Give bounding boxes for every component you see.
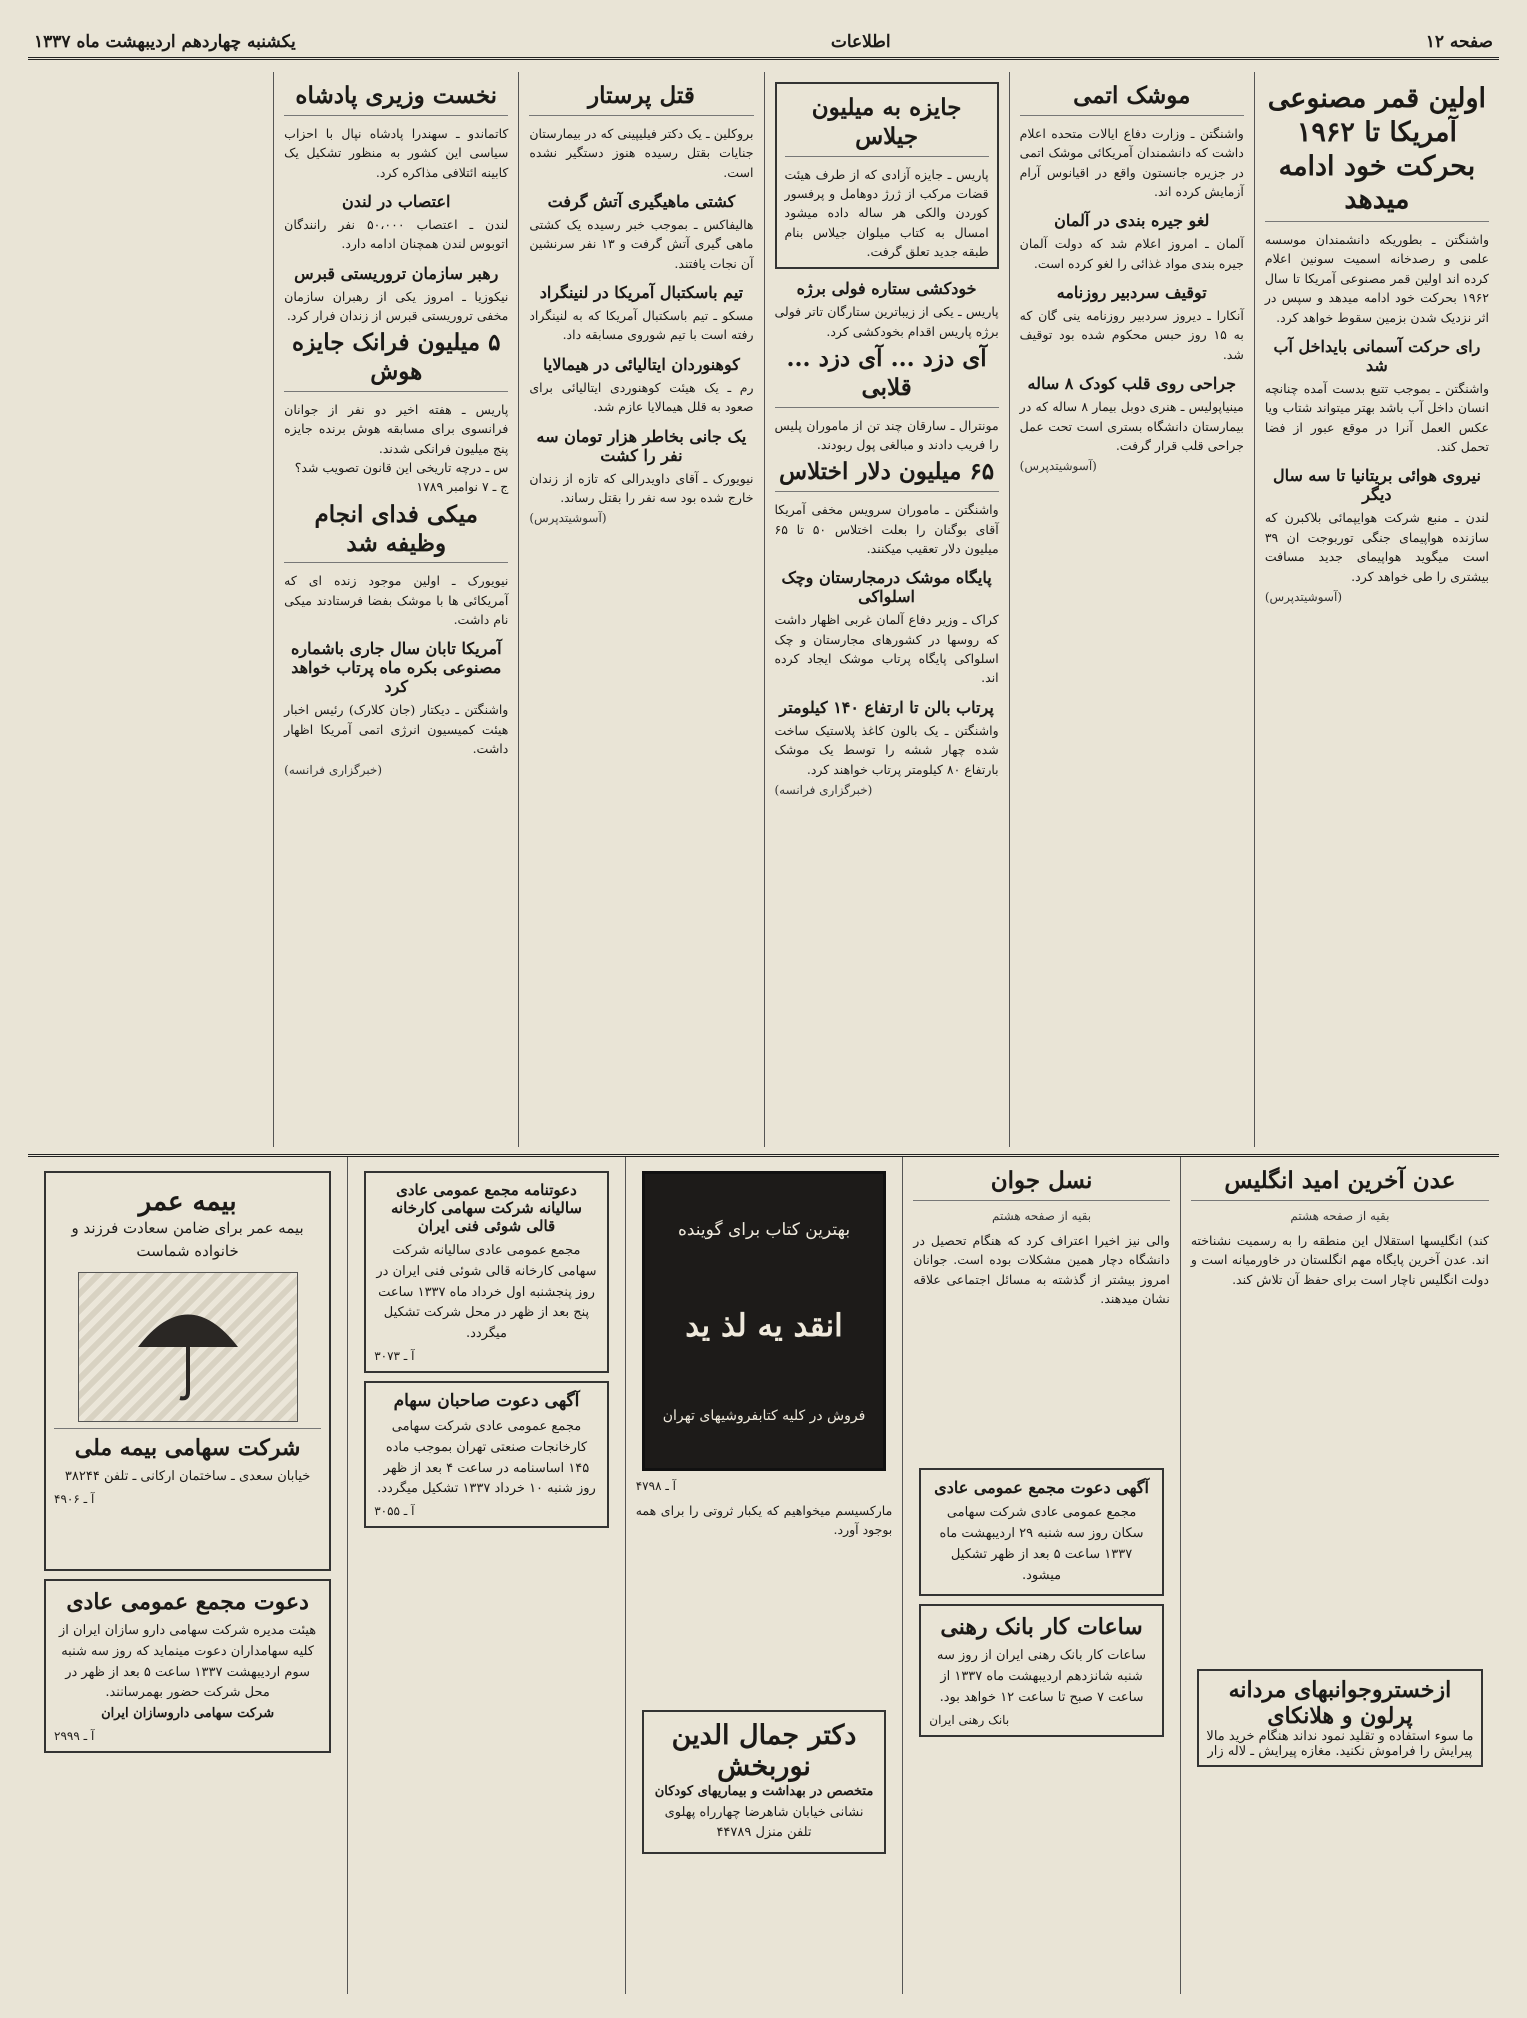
notice-title: دعوت مجمع عمومی عادی bbox=[66, 1589, 309, 1615]
article-body: مارکسیسم میخواهیم که یکبار ثروتی را برای همه بوجود آورد. bbox=[635, 1503, 893, 1538]
continued-note: بقیه از صفحه هشتم bbox=[1290, 1208, 1390, 1223]
article-body: آلمان ـ امروز اعلام شد که دولت آلمان جیره بندی مواد غذائی را لغو کرده است. bbox=[1019, 236, 1244, 271]
headline-thief: آی دزد ... آی دزد ... قلابی bbox=[775, 345, 999, 408]
article-body: پاریس ـ یکی از زیباترین ستارگان تاتر فولی برژه پاریس اقدام بخودکشی کرد. bbox=[774, 304, 999, 339]
company-name: شرکت سهامی بیمه ملی bbox=[74, 1435, 301, 1461]
book-ad bbox=[642, 1171, 887, 1471]
notice-body: ساعات کار بانک رهنی ایران از روز سه شنبه شانزدهم اردیبهشت ماه ۱۳۳۷ از ساعت ۷ صبح تا ساعت ۱۲ خواهد بود. bbox=[937, 1648, 1147, 1706]
news-agency: (خبرگزاری فرانسه) bbox=[284, 762, 383, 777]
subheadline: خودکشی ستاره فولی برژه bbox=[796, 279, 977, 299]
notice-title: آگهی دعوت صاحبان سهام bbox=[393, 1390, 580, 1411]
subheadline: کوهنوردان ایتالیائی در هیمالایا bbox=[543, 354, 740, 374]
notice-body: مجمع عمومی عادی سالیانه شرکت سهامی کارخانه قالی شوئی فنی ایران در روز پنجشنبه اول خرداد ماه ۱۳۳۷ ساعت پنج بعد از ظهر در محل شرکت تشکیل میگردد. bbox=[376, 1243, 597, 1342]
doctor-ad bbox=[642, 1710, 887, 1854]
subheadline: تیم باسکتبال آمریکا در لنینگراد bbox=[539, 283, 744, 302]
insurance-illustration bbox=[78, 1272, 298, 1422]
paper-name: اطلاعات bbox=[830, 31, 891, 52]
article-body: پاریس ـ جایزه آزادی که از طرف هیئت قضات مرکب از ژرژ دوهامل و پرفسور کوردن والکی هر ساله داده میشود امسال به کتاب میلوان جیلاس بنام طبقه جدید تعلق گرفت. bbox=[784, 166, 989, 259]
notice-ref: آ ـ ۳۰۵۵ bbox=[374, 1504, 415, 1519]
issue-date: یکشنبه چهاردهم اردیبهشت ماه ۱۳۳۷ bbox=[34, 31, 296, 52]
insurance-ad bbox=[44, 1171, 331, 1571]
quiz-answer: ج ـ ۷ نوامبر ۱۷۸۹ bbox=[416, 479, 509, 495]
ad-ref: آ ـ ۴۹۰۶ bbox=[54, 1491, 95, 1506]
notice-body: هیئت مدیره شرکت سهامی دارو سازان ایران از کلیه سهامداران دعوت مینماید که روز سه شنبه سوم اردیبهشت ۱۳۳۷ ساعت ۵ بعد از ظهر در محل شرکت حضور بهمرسانند. bbox=[59, 1623, 317, 1701]
article-body: نیکوزیا ـ امروز یکی از رهبران سازمان مخفی تروریستی قبرس از زندان فرار کرد. bbox=[284, 288, 509, 323]
insurance-banner: بیمه عمر bbox=[138, 1187, 237, 1217]
article-body: والی نیز اخیرا اعتراف کرد که هنگام تحصیل در دانشگاه دچار همین مشکلات بوده است. جوانان امروز بیشتر از گذشته به مسائل اجتماعی علاقه نشان میدهند. bbox=[913, 1232, 1170, 1306]
news-agency: (آسوشیتدپرس) bbox=[1019, 459, 1097, 474]
boxed-article bbox=[775, 82, 999, 269]
article-body: کراک ـ وزیر دفاع آلمان غربی اظهار داشت که روسها در کشورهای مجارستان و چک اسلواکی پایگاه پرتاب موشک ایجاد کرده اند. bbox=[774, 612, 999, 686]
masthead bbox=[28, 26, 1499, 60]
article-body: بروکلین ـ یک دکتر فیلیپینی که در بیمارستان جنایات بقتل رسیده هنوز دستگیر نشده است. bbox=[529, 125, 754, 180]
continued-note: بقیه از صفحه هشتم bbox=[991, 1208, 1092, 1223]
notice-ref: آ ـ ۲۹۹۹ bbox=[54, 1728, 95, 1743]
book-ad-title: انقد یه لذ ید bbox=[685, 1307, 843, 1344]
column-2 bbox=[1009, 72, 1254, 1147]
page-number: صفحه ۱۲ bbox=[1425, 31, 1493, 52]
bank-hours-notice bbox=[919, 1604, 1164, 1736]
doctor-address: نشانی خیابان شاهرضا چهارراه پهلوی bbox=[664, 1804, 864, 1820]
notice-title: آگهی دعوت مجمع عمومی عادی bbox=[934, 1478, 1149, 1498]
subheadline: اعتصاب در لندن bbox=[342, 191, 451, 211]
article-body: مینیاپولیس ـ هنری دوبل بیمار ۸ ساله که در بیمارستان دانشگاه بستری است تحت عمل جراحی قلب قرار گرفت. bbox=[1019, 399, 1244, 453]
bottom-column-5 bbox=[28, 1157, 347, 1994]
subheadline: رهبر سازمان تروریستی قبرس bbox=[294, 263, 499, 283]
bottom-column-2 bbox=[902, 1157, 1180, 1994]
subheadline: رای حرکت آسمانی بایداخل آب شد bbox=[1273, 336, 1481, 375]
column-1 bbox=[1254, 72, 1499, 1147]
headline-embezzlement: ۶۵ میلیون دلار اختلاس bbox=[775, 458, 999, 492]
bottom-column-4 bbox=[347, 1157, 625, 1994]
carpet-company-notice bbox=[364, 1171, 609, 1373]
article-body: رم ـ یک هیئت کوهنوردی ایتالیائی برای صعود به قلل هیمالایا عازم شد. bbox=[529, 379, 754, 415]
headline-nurse-murder: قتل پرستار bbox=[529, 82, 753, 116]
article-body: آنکارا ـ دیروز سردبیر روزنامه ینی گان که به ۱۵ روز حبس محکوم شده بود توقیف شد. bbox=[1019, 308, 1244, 362]
doctor-name: دکتر جمال الدین نوربخش bbox=[671, 1719, 857, 1782]
news-agency: (آسوشیتدپرس) bbox=[529, 511, 607, 526]
article-body: کاتماندو ـ سهندرا پادشاه نپال با احزاب سیاسی این کشور به منظور تشکیل یک کابینه ائتلافی مذاکره کرد. bbox=[284, 125, 509, 180]
article-body: پاریس ـ هفته اخیر دو نفر از جوانان فرانسوی برای مسابقه هوش برنده جایزه پنج میلیون فرانکی شدند. bbox=[284, 401, 509, 456]
article-body: واشنگتن ـ ماموران سرویس مخفی آمریکا آقای بوگنان را بعلت اختلاس ۵۰ تا ۶۵ میلیون دلار تعقیب میکنند. bbox=[774, 502, 999, 556]
bottom-column-3 bbox=[625, 1157, 903, 1994]
article-body: نیویورک ـ اولین موجود زنده ای که آمریکائی ها با موشک بفضا فرستادند میکی نام داشت. bbox=[284, 573, 509, 627]
column-5 bbox=[273, 72, 518, 1147]
notice-company: شرکت سهامی داروسازان ایران bbox=[101, 1706, 275, 1722]
article-body: واشنگتن ـ بموجب تتبع بدست آمده چنانچه انسان داخل آب باشد بهتر میتواند شتاب ویا عکس العمل آنرا در موقع عبور از فضا تحمل کند. bbox=[1264, 380, 1489, 454]
notice-ref: آ ـ ۳۰۷۳ bbox=[374, 1348, 415, 1363]
pharma-meeting-notice bbox=[44, 1579, 331, 1753]
article-body: کند) انگلیسها استقلال این منطقه را به رسمیت نشناخته اند. عدن آخرین پایگاه مهم انگلستان در خاورمیانه است و دولت انگلیس ناچار است برای حفظ آن تلاش کند. bbox=[1190, 1232, 1489, 1287]
article-body: واشنگتن ـ وزارت دفاع ایالات متحده اعلام داشت که دانشمندان آمریکائی موشک اتمی در جزیره جانستون واقع در اقیانوس آرام آزمایش کرده اند. bbox=[1019, 125, 1244, 199]
subheadline: نیروی هوائی بریتانیا تا سه سال دیگر bbox=[1272, 466, 1481, 505]
headline-atomic-missile: موشک اتمی bbox=[1020, 82, 1244, 116]
column-3 bbox=[764, 72, 1009, 1147]
article-body: واشنگتن ـ دیکتار (جان کلارک) رئیس اخبار هیئت کمیسیون انرژی اتمی آمریکا اظهار داشت. bbox=[284, 702, 509, 757]
article-body: هالیفاکس ـ بموجب خبر رسیده یک کشتی ماهی گیری آتش گرفت و ۱۳ نفر سرنشین آن نجات یافتند. bbox=[529, 216, 754, 271]
article-body: لندن ـ اعتصاب ۵۰،۰۰۰ نفر رانندگان اتوبوس لندن همچنان ادامه دارد. bbox=[284, 216, 509, 252]
shareholders-notice bbox=[364, 1381, 609, 1528]
headline-mickey: میکی فدای انجام وظیفه شد bbox=[284, 501, 508, 564]
headline-nepal: نخست وزیری پادشاه bbox=[284, 82, 508, 116]
subheadline: لغو جیره بندی در آلمان bbox=[1054, 211, 1210, 231]
top-section bbox=[28, 72, 1499, 1147]
article-body: لندن ـ منبع شرکت هوایپمائی بلاکبرن که سازنده هواپیمای جنگی توربوجت ان ۳۹ است میگوید هواپیمای جدید مسافت بیشتری را طی خواهد کرد. bbox=[1264, 510, 1489, 584]
subheadline: آمریکا تابان سال جاری باشماره مصنوعی بکره ماه پرتاب خواهد کرد bbox=[290, 639, 502, 697]
doctor-phone: تلفن منزل ۴۴۷۸۹ bbox=[716, 1825, 812, 1841]
headline-prize: ۵ میلیون فرانک جایزه هوش bbox=[284, 329, 508, 392]
umbrella-icon bbox=[128, 1292, 248, 1402]
subheadline: جراحی روی قلب کودک ۸ ساله bbox=[1027, 374, 1237, 394]
notice-title: دعوتنامه مجمع عمومی عادی سالیانه شرکت سهامی کارخانه قالی شوئی فنی ایران bbox=[390, 1181, 582, 1235]
article-body: مسکو ـ تیم باسکتبال آمریکا که به لنینگراد رفته است با تیم شوروی مسابقه داد. bbox=[529, 308, 754, 343]
news-agency: (خبرگزاری فرانسه) bbox=[774, 782, 873, 797]
subheadline: توقیف سردبیر روزنامه bbox=[1056, 283, 1207, 302]
subheadline: پایگاه موشک درمجارستان وچک اسلواکی bbox=[781, 568, 992, 607]
notice-title: ساعات کار بانک رهنی bbox=[940, 1614, 1143, 1641]
headline-satellite: اولین قمر مصنوعی آمریکا تا ۱۹۶۲ بحرکت خود ادامه میدهد bbox=[1265, 82, 1489, 222]
newspaper-page bbox=[28, 26, 1499, 1996]
subheadline: یک جانی بخاطر هزار تومان سه نفر را کشت bbox=[536, 426, 747, 465]
article-body: نیویورک ـ آقای داویدرالی که تازه از زندان خارج شده بود سه نفر را بقتل رساند. bbox=[529, 470, 754, 505]
column-4 bbox=[518, 72, 763, 1147]
article-body: مونترال ـ سارقان چند تن از ماموران پلیس را فریب دادند و مبالغی پول ربودند. bbox=[774, 417, 999, 452]
ad-ref: آ ـ ۴۷۹۸ bbox=[635, 1479, 676, 1493]
doctor-specialty: متخصص در بهداشت و بیماریهای کودکان bbox=[654, 1783, 874, 1799]
subheadline: پرتاب بالن تا ارتفاع ۱۴۰ کیلومتر bbox=[779, 697, 994, 717]
notice-body: مجمع عمومی عادی شرکت سهامی کارخانجات صنعتی تهران بموجب ماده ۱۴۵ اساسنامه در ساعت ۴ بعد از ظهر روز شنبه ۱۰ خرداد ۱۳۳۷ تشکیل میگردد. bbox=[377, 1418, 596, 1497]
article-body: واشنگتن ـ یک بالون کاغذ پلاستیک ساخت شده چهار ششه را توسط یک موشک بارتفاع ۸۰ کیلومتر پرتاب خواهند کرد. bbox=[774, 722, 999, 777]
news-agency: (آسوشیتدپرس) bbox=[1264, 589, 1342, 604]
headline-djilas-prize: جایزه به میلیون جیلاس bbox=[785, 94, 989, 157]
notice-ref: بانک رهنی ایران bbox=[929, 1712, 1010, 1727]
headline-aden: عدن آخرین امید انگلیس bbox=[1191, 1167, 1489, 1201]
insurance-slogan: بیمه عمر برای ضامن سعادت فرزند و خانواده شماست bbox=[71, 1219, 304, 1260]
bottom-section bbox=[28, 1154, 1499, 1994]
bottom-column-1 bbox=[1180, 1157, 1499, 1994]
meeting-notice bbox=[919, 1468, 1164, 1596]
book-ad-line: بهترین کتاب برای گوینده bbox=[677, 1220, 851, 1241]
headline-youth: نسل جوان bbox=[913, 1167, 1170, 1201]
subheadline: کشتی ماهیگیری آتش گرفت bbox=[547, 191, 736, 211]
perlon-ad bbox=[1197, 1669, 1483, 1767]
perlon-ad-text: ما سوء استفاده و تقلید نمود نداند هنگام خرید مالا پیرایش را فراموش نکنید. مغازه پیرایش ـ لاله زار bbox=[1206, 1728, 1474, 1759]
article-body: واشنگتن ـ بطوریکه دانشمندان موسسه علمی و رصدخانه اسمیت سونین اعلام کرده اند اولین قمر مصنوعی آمریکا تا سال ۱۹۶۲ بحرکت خود ادامه میدهد و سپس در اثر نزدیک شدن بزمین سقوط خواهد کرد. bbox=[1264, 232, 1489, 325]
notice-body: مجمع عمومی عادی شرکت سهامی سکان روز سه شنبه ۲۹ اردیبهشت ماه ۱۳۳۷ ساعت ۵ بعد از ظهر تشکیل میشود. bbox=[939, 1505, 1144, 1583]
book-ad-line: فروش در کلیه کتابفروشیهای تهران bbox=[662, 1407, 866, 1424]
quiz-question: س ـ درچه تاریخی این قانون تصویب شد؟ bbox=[294, 460, 509, 475]
company-address: خیابان سعدی ـ ساختمان ارکانی ـ تلفن ۳۸۲۴۴ bbox=[64, 1469, 311, 1484]
perlon-ad-title: ازخستروجوانبهای مردانه پرلون و هلانکای bbox=[1228, 1676, 1452, 1729]
